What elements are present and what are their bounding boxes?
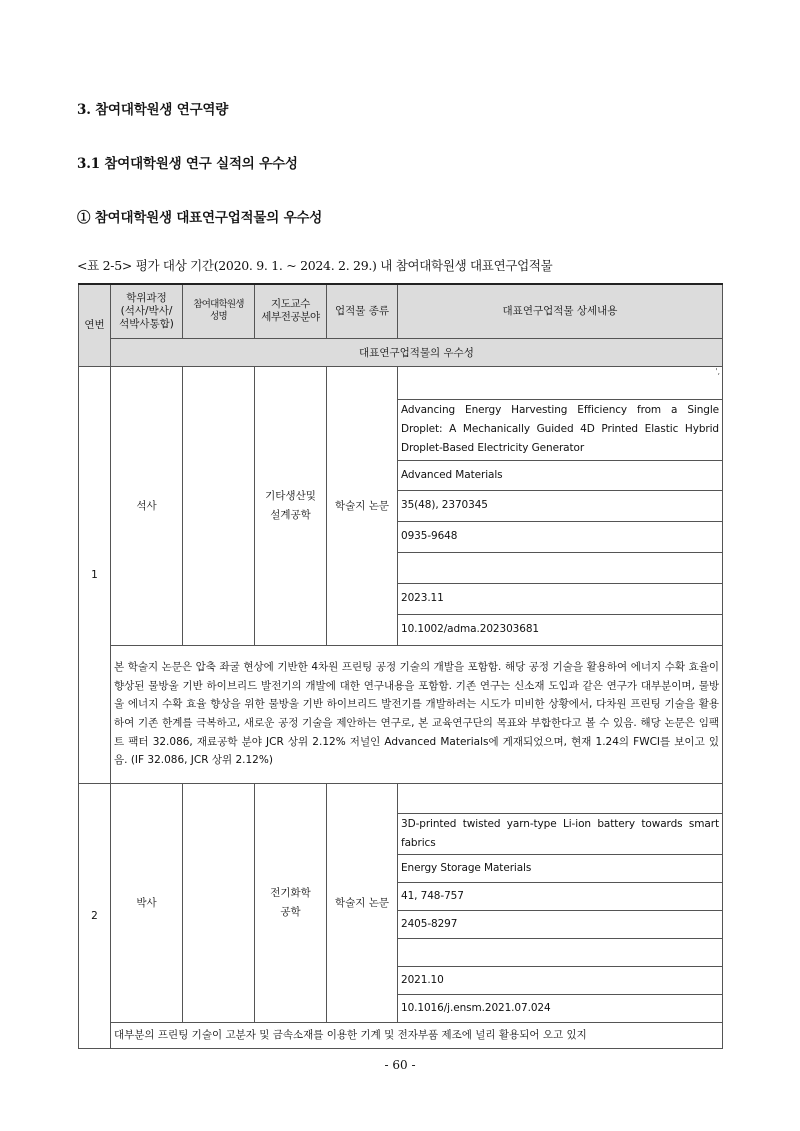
student-name-cell xyxy=(183,366,255,645)
author-cell-mark: ', xyxy=(398,366,723,399)
journal-name: Advanced Materials xyxy=(398,460,723,490)
author-cell xyxy=(398,783,723,813)
volume-pages: 35(48), 2370345 xyxy=(398,490,723,521)
header-field: 지도교수 세부전공분야 xyxy=(255,284,327,338)
field-cell: 기타생산및 설계공학 xyxy=(255,366,327,645)
publication-date: 2021.10 xyxy=(398,966,723,994)
header-detail: 대표연구업적물 상세내용 xyxy=(398,284,723,338)
degree-cell: 석사 xyxy=(111,366,183,645)
paper-title: 3D-printed twisted yarn-type Li-ion battery towards smart fabrics xyxy=(398,813,723,854)
row-number: 2 xyxy=(79,783,111,1048)
field-cell: 전기화학 공학 xyxy=(255,783,327,1022)
header-name: 참여대학원생 성명 xyxy=(183,284,255,338)
type-cell: 학술지 논문 xyxy=(327,366,398,645)
excellence-description: 본 학술지 논문은 압축 좌굴 현상에 기반한 4차원 프린팅 공정 기술의 개발을 포함함. 해당 공정 기술을 활용하여 에너지 수확 효율이 향상된 물방울 기반 하이브리드 발전기의 개발에 대한 연구내용을 포함함. 기존 연구는 신소재 도입과 같은 연구가 대부분이며, 물방울 에너지 수확 효율 향상을 위한 물방울 기반 하이브리드 발전기를 개발하려는 시도가 미비한 상황에서, 다차원 프린팅 기술을 활용하여 기존 한계를 극복하고, 새로운 공정 기술을 제안하는 연구로, 본 교육연구단의 목표와 부합한다고 볼 수 있음. 해당 논문은 임팩트 팩터 32.086, 재료공학 분야 JCR 상위 2.12% 저널인 Advanced Materials에 게재되었으며, 현재 1.24의 FWCI를 보이고 있음. (IF 32.086, JCR 상위 2.12%) xyxy=(111,645,723,783)
excellence-description: 대부분의 프린팅 기술이 고분자 및 금속소재를 이용한 기계 및 전자부품 제조에 널리 활용되어 오고 있지 xyxy=(111,1022,723,1048)
subsection-heading: 3.1 참여대학원생 연구 실적의 우수성 xyxy=(77,156,298,172)
page-number: - 60 - xyxy=(384,1058,416,1072)
blank-field xyxy=(398,938,723,966)
table-header-row xyxy=(79,284,723,338)
blank-field xyxy=(398,552,723,583)
doi: 10.1002/adma.202303681 xyxy=(398,614,723,645)
issn: 2405-8297 xyxy=(398,910,723,938)
student-name-cell xyxy=(183,783,255,1022)
table-row xyxy=(79,783,723,813)
header-degree: 학위과정 (석사/박사/ 석박사통합) xyxy=(111,284,183,338)
excellence-row xyxy=(79,645,723,783)
journal-name: Energy Storage Materials xyxy=(398,854,723,882)
sub-subsection-heading: ① 참여대학원생 대표연구업적물의 우수성 xyxy=(77,210,323,226)
table-caption: <표 2-5> 평가 대상 기간(2020. 9. 1. ~ 2024. 2. 29.) 내 참여대학원생 대표연구업적물 xyxy=(77,258,553,273)
excellence-row xyxy=(79,1022,723,1048)
issn: 0935-9648 xyxy=(398,521,723,552)
publication-date: 2023.11 xyxy=(398,583,723,614)
row-number: 1 xyxy=(79,366,111,783)
subheader-excellence: 대표연구업적물의 우수성 xyxy=(111,338,723,366)
table-row xyxy=(79,366,723,399)
degree-cell: 박사 xyxy=(111,783,183,1022)
section-heading: 3. 참여대학원생 연구역량 xyxy=(77,102,229,118)
volume-pages: 41, 748-757 xyxy=(398,882,723,910)
table-subheader-row xyxy=(79,338,723,366)
paper-title: Advancing Energy Harvesting Efficiency from a Single Droplet: A Mechanically Guided 4D Printed Elastic Hybrid Droplet-Based Electricity Generator xyxy=(398,399,723,460)
doi: 10.1016/j.ensm.2021.07.024 xyxy=(398,994,723,1022)
research-output-table xyxy=(78,283,723,1049)
header-no: 연번 xyxy=(79,284,111,366)
type-cell: 학술지 논문 xyxy=(327,783,398,1022)
header-type: 업적물 종류 xyxy=(327,284,398,338)
